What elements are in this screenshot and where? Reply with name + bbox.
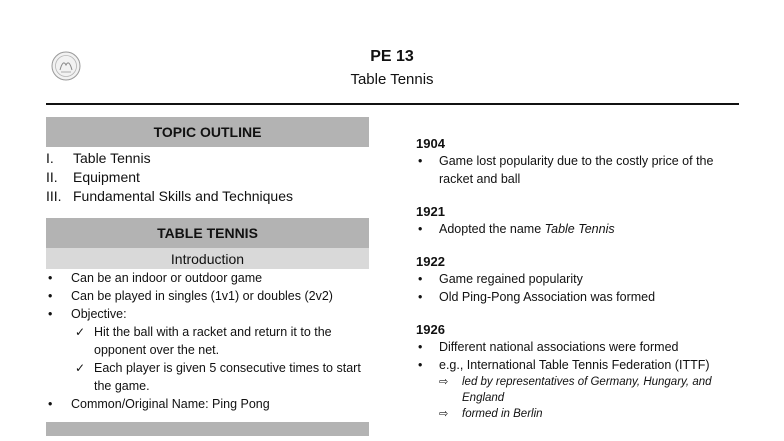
arrow-right-icon: ⇨ (439, 376, 449, 388)
list-item (416, 356, 740, 422)
bullet-icon: • (48, 397, 53, 411)
next-section-heading (46, 422, 369, 436)
outline-item (46, 168, 369, 187)
objective-text: Hit the ball with a racket and return it to the opponent over the net. (94, 325, 332, 357)
list-item-text: Objective: (71, 307, 127, 321)
bullet-icon: • (418, 290, 423, 304)
outline-item (46, 149, 369, 168)
arrow-right-icon: ⇨ (439, 408, 449, 420)
bullet-icon: • (418, 222, 423, 236)
right-column (416, 136, 740, 438)
list-item-text: Adopted the name (439, 222, 545, 236)
outline-label: Equipment (73, 169, 140, 185)
emphasis-text: Table Tennis (544, 222, 615, 236)
outline-number: III. (46, 188, 62, 204)
list-item (416, 338, 740, 356)
list-item-text: Old Ping-Pong Association was formed (439, 290, 656, 304)
bullet-icon: • (48, 307, 53, 321)
outline-label: Fundamental Skills and Techniques (73, 188, 293, 204)
list-item-text: Game regained popularity (439, 272, 583, 286)
bullet-icon: • (48, 289, 53, 303)
outline-number: II. (46, 169, 58, 185)
list-item (46, 269, 369, 287)
bullet-icon: • (418, 340, 423, 354)
year-label: 1904 (416, 136, 445, 151)
timeline-1926 (416, 322, 740, 422)
detail-text: formed in Berlin (462, 408, 543, 420)
topic-outline-list (46, 149, 369, 206)
left-column (46, 117, 369, 436)
timeline-list (416, 152, 740, 188)
year-label: 1922 (416, 254, 445, 269)
timeline-list (416, 270, 740, 306)
list-item (46, 287, 369, 305)
introduction-subheading: Introduction (46, 248, 369, 269)
outline-item (46, 187, 369, 206)
outline-number: I. (46, 150, 54, 166)
list-item (416, 288, 740, 306)
bullet-icon: • (418, 358, 423, 372)
list-item (46, 305, 369, 395)
list-item-text: Can be played in singles (1v1) or doubles (2v2) (71, 289, 333, 303)
year-label: 1921 (416, 204, 445, 219)
detail-item (439, 406, 740, 422)
timeline-list (416, 220, 740, 238)
objective-list (71, 323, 369, 395)
checkmark-icon: ✓ (75, 361, 86, 375)
list-item-text: Game lost popularity due to the costly price of the racket and ball (439, 154, 714, 186)
timeline-1904 (416, 136, 740, 188)
year-label: 1926 (416, 322, 445, 337)
outline-label: Table Tennis (73, 150, 151, 166)
objective-item (71, 359, 369, 395)
detail-text: led by representatives of Germany, Hungary, and England (462, 376, 712, 404)
list-item (416, 270, 740, 288)
list-item-text: Different national associations were formed (439, 340, 679, 354)
list-item (416, 220, 740, 238)
list-item-text: Common/Original Name: Ping Pong (71, 397, 270, 411)
bullet-icon: • (418, 272, 423, 286)
list-item (416, 152, 740, 188)
timeline-1922 (416, 254, 740, 306)
timeline-1921 (416, 204, 740, 238)
subject-title: Table Tennis (350, 71, 434, 88)
objective-item (71, 323, 369, 359)
bullet-icon: • (418, 154, 423, 168)
topic-outline-heading: TOPIC OUTLINE (46, 117, 369, 147)
checkmark-icon: ✓ (75, 325, 86, 339)
detail-item (439, 374, 740, 406)
list-item (46, 395, 369, 413)
introduction-list (46, 269, 369, 413)
timeline-list (416, 338, 740, 422)
list-item-text: Can be an indoor or outdoor game (71, 271, 263, 285)
ittf-details-list (439, 374, 740, 422)
header-divider (46, 103, 739, 105)
bullet-icon: • (48, 271, 53, 285)
table-tennis-heading: TABLE TENNIS (46, 218, 369, 248)
list-item-text: e.g., International Table Tennis Federation (ITTF) (439, 358, 710, 372)
course-title: PE 13 (370, 48, 414, 65)
objective-text: Each player is given 5 consecutive times to start the game. (94, 361, 361, 393)
